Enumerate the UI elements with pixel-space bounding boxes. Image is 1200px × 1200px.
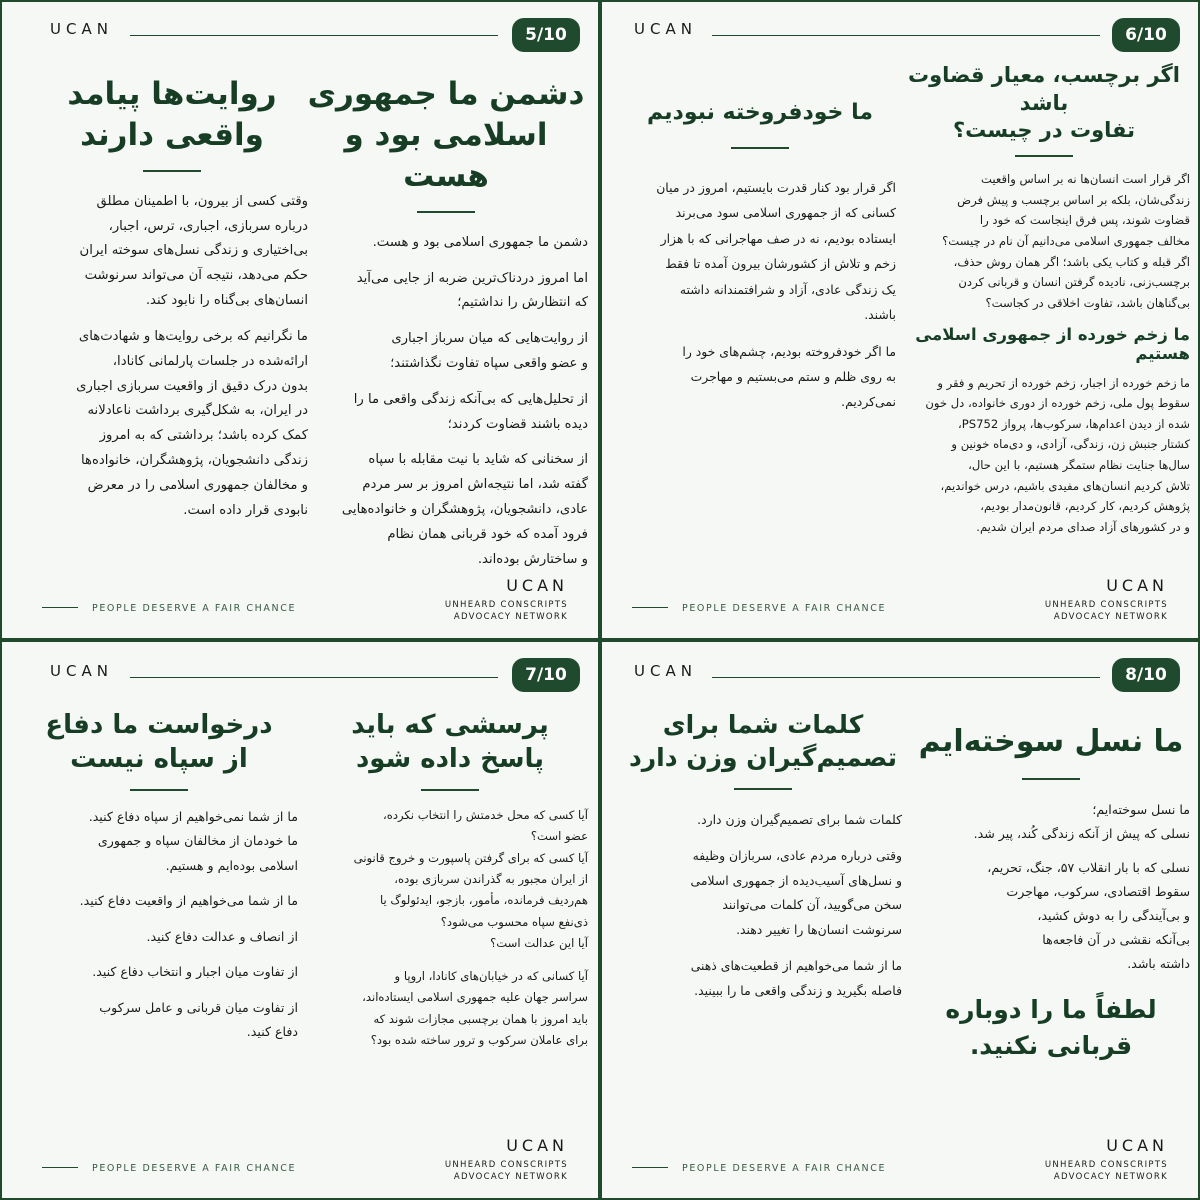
right-body	[304, 231, 588, 573]
paragraph: از تحلیل‌هایی که بی‌آنکه زندگی واقعی ما را دیده باشند قضاوت کردند؛	[353, 391, 588, 432]
paragraph: نسلی که با بار انقلاب ۵۷، جنگ، تحریم، سقوط اقتصادی، سرکوب، مهاجرت و بی‌آیندگی را به دوش کشید، بی‌آنکه نقشی در آن فاجعه‌ها داشته باشد.	[987, 860, 1190, 972]
left-column	[624, 708, 902, 1015]
right-body-2	[898, 373, 1190, 538]
heading-divider	[143, 170, 201, 172]
right-subheading: ما زخم خورده از جمهوری اسلامی هستیم	[915, 324, 1190, 363]
slide-7	[0, 640, 600, 1200]
slide-8	[600, 640, 1200, 1200]
paragraph: وقتی درباره مردم عادی، سربازان وظیفه و نسل‌های آسیب‌دیده از جمهوری اسلامی سخن می‌گویید، آن کلمات می‌توانند سرنوشت انسان‌ها را تغییر دهند.	[690, 847, 902, 938]
paragraph: ما نگرانیم که برخی روایت‌ها و شهادت‌های ارائه‌شده در جلسات پارلمانی کانادا، بدون درک دقیق از واقعیت سربازی اجباری در ایران، به شکل‌گیری برداشت ناعادلانه کمک کرده باشد؛ برداشتی که به امروز زندگی دانشجویان، پژوهشگران، خانواده‌ها و مخالفان جمهوری اسلامی را در معرض نابودی قرار داده است.	[76, 328, 308, 518]
paragraph: آیا کسانی که در خیابان‌های کانادا، اروپا و سراسر جهان علیه جمهوری اسلامی ایستاده‌اند، باید امروز با همان برچسبی مجازات شوند که برای عاملان سرکوب و ترور ساخته شده بود؟	[362, 968, 588, 1047]
right-column	[898, 62, 1190, 549]
right-column	[304, 74, 588, 583]
page-badge: 5/10	[512, 18, 580, 52]
slide-5	[0, 0, 600, 640]
footer-brand-name: UCAN	[506, 1135, 568, 1155]
heading-divider	[734, 788, 792, 790]
paragraph: از تفاوت میان قربانی و عامل سرکوب دفاع کنید.	[99, 999, 298, 1040]
left-heading: کلمات شما برای تصمیم‌گیران وزن دارد	[628, 710, 898, 772]
slide-6	[600, 0, 1200, 640]
footer-tagline: PEOPLE DESERVE A FAIR CHANCE	[682, 1163, 887, 1174]
paragraph: ما زخم خورده از اجبار، زخم خورده از تحریم و فقر و سقوط پول ملی، زخم خورده از دوری خانواده، دل خون شده از دیدن اعدام‌ها، سرکوب‌ها، پرواز PS752، کشتار جنبش زن، زندگی، آزادی، و دی‌ماه خونین و سال‌ها جنایت نظام ستمگر هستیم، با این حال، تلاش کردیم انسان‌های مفیدی باشیم، درس خواندیم، پژوهش کردیم، کار کردیم، قانون‌مدار بودیم، و در کشورهای آزاد صدای مردم ایران شدیم.	[925, 375, 1190, 534]
paragraph: ما اگر خودفروخته بودیم، چشم‌های خود را به روی ظلم و ستم می‌بستیم و مهاجرت نمی‌کردیم.	[682, 343, 896, 410]
right-body	[912, 798, 1190, 976]
paragraph: وقتی کسی از بیرون، با اطمینان مطلق درباره سربازی، اجباری، ترس، اجبار، بی‌اختیاری و زندگی نسل‌های سوخته ایران حکم می‌دهد، نتیجه آن می‌تواند سرنوشت انسان‌های بی‌گناه را نابود کند.	[79, 193, 308, 309]
page-badge: 7/10	[512, 658, 580, 692]
brand-top: UCAN	[50, 20, 113, 38]
paragraph: ما از شما نمی‌خواهیم از سپاه دفاع کنید. ما خودمان از مخالفان سپاه و جمهوری اسلامی بوده‌ایم و هستیم.	[88, 808, 298, 873]
footer-brand-line1: UNHEARD CONSCRIPTS	[444, 1159, 568, 1170]
paragraph: کلمات شما برای تصمیم‌گیران وزن دارد.	[697, 812, 902, 827]
footer-brand-line1: UNHEARD CONSCRIPTS	[1044, 1159, 1168, 1170]
top-rule	[712, 677, 1100, 678]
paragraph: اگر قرار است انسان‌ها نه بر اساس واقعیت زندگی‌شان، بلکه بر اساس برچسب و پیش فرض قضاوت شوند، پس فرق اینجاست که خود را مخالف جمهوری اسلامی می‌دانیم آن نام در چیست؟ اگر قبله و کتاب یکی باشد؛ اگر همان روش حذف، برچسب‌زنی، نادیده گرفتن انسان و قربانی کردن بی‌گناهان باشد، تفاوت اخلاقی در کجاست؟	[942, 172, 1190, 310]
paragraph: اگر قرار بود کنار قدرت بایستیم، امروز در میان کسانی که از جمهوری اسلامی سود می‌برند ایستاده بودیم، نه در صف مهاجرانی که با هزار زخم و تلاش از کشورشان بیرون آمده تا فقط یک زندگی عادی، آزاد و شرافتمندانه داشته باشند.	[656, 180, 896, 323]
right-heading: دشمن ما جمهوری اسلامی بود و هست	[307, 76, 585, 194]
heading-divider	[1015, 155, 1073, 157]
top-rule	[130, 677, 498, 678]
paragraph: ما از شما می‌خواهیم از واقعیت دفاع کنید.	[79, 893, 298, 909]
paragraph: از تفاوت میان اجبار و انتخاب دفاع کنید.	[92, 964, 298, 980]
footer-brand	[1045, 1136, 1168, 1185]
left-column	[20, 708, 298, 1056]
footer-brand-line2: ADVOCACY NETWORK	[1053, 612, 1168, 623]
paragraph: از سخنانی که شاید با نیت مقابله با سپاه گفته شد، اما نتیجه‌اش امروز بر سر مردم عادی، دانشجویان، پژوهشگران و خانواده‌هایی فرود آمده که خود قربانی همان نظام و ساختارش بوده‌اند.	[341, 452, 588, 567]
footer-tagline: PEOPLE DESERVE A FAIR CHANCE	[682, 603, 887, 614]
heading-divider	[731, 147, 789, 149]
footer-rule	[42, 1167, 78, 1168]
footer-brand-name: UCAN	[506, 575, 568, 595]
right-column	[912, 722, 1190, 1065]
left-body	[20, 805, 298, 1045]
page-badge: 6/10	[1112, 18, 1180, 52]
paragraph: از روایت‌هایی که میان سرباز اجباری و عضو واقعی سپاه تفاوت نگذاشتند؛	[390, 331, 588, 371]
paragraph: دشمن ما جمهوری اسلامی بود و هست.	[372, 234, 588, 250]
paragraph: ما نسل سوخته‌ایم؛ نسلی که پیش از آنکه زندگی کُند، پیر شد.	[973, 801, 1190, 841]
footer-brand-line2: ADVOCACY NETWORK	[1053, 1172, 1168, 1183]
left-column	[624, 98, 896, 426]
brand-top: UCAN	[50, 662, 113, 680]
footer-rule	[632, 1167, 668, 1168]
right-heading: اگر برچسب، معیار قضاوت باشد تفاوت در چیست؟	[908, 63, 1180, 143]
page-badge: 8/10	[1112, 658, 1180, 692]
heading-divider	[421, 789, 479, 791]
left-heading: درخواست ما دفاع از سپاه نیست	[45, 710, 273, 775]
heading-divider	[417, 211, 475, 213]
top-rule	[712, 35, 1100, 36]
brand-top: UCAN	[634, 20, 697, 38]
footer-brand	[1045, 576, 1168, 625]
right-body	[312, 805, 588, 1052]
footer-rule	[42, 607, 78, 608]
footer-tagline: PEOPLE DESERVE A FAIR CHANCE	[92, 603, 297, 614]
right-body	[898, 169, 1190, 313]
right-heading: پرسشی که باید پاسخ داده شود	[351, 710, 549, 775]
footer-brand-name: UCAN	[1106, 1135, 1168, 1155]
footer-brand-name: UCAN	[1106, 575, 1168, 595]
brand-top: UCAN	[634, 662, 697, 680]
left-body	[624, 808, 902, 1004]
footer-brand-line1: UNHEARD CONSCRIPTS	[444, 599, 568, 610]
left-heading: ما خودفروخته نبودیم	[647, 100, 873, 125]
paragraph: آیا کسی که محل خدمتش را انتخاب نکرده، عضو است؟ آیا کسی که برای گرفتن پاسپورت و خروج قانونی از ایران مجبور به گذراندن سربازی بوده، هم‌ردیف فرمانده، مأمور، بازجو، ایدئولوگ یا ذی‌نفع سپاه محسوب می‌شود؟ آیا این عدالت است؟	[353, 807, 588, 951]
footer-rule	[632, 607, 668, 608]
closing-appeal: لطفاً ما را دوباره قربانی نکنید.	[945, 995, 1157, 1061]
left-body	[624, 175, 896, 415]
left-heading: روایت‌ها پیامد واقعی دارند	[67, 76, 277, 153]
heading-divider	[130, 789, 188, 791]
footer-brand-line1: UNHEARD CONSCRIPTS	[1044, 599, 1168, 610]
paragraph: ما از شما می‌خواهیم از قطعیت‌های ذهنی فاصله بگیرید و زندگی واقعی ما را ببینید.	[690, 958, 902, 998]
footer-brand-line2: ADVOCACY NETWORK	[453, 612, 568, 623]
footer-brand	[445, 576, 568, 625]
heading-divider	[1022, 778, 1080, 780]
footer-brand	[445, 1136, 568, 1185]
right-column	[312, 708, 588, 1062]
footer-brand-line2: ADVOCACY NETWORK	[453, 1172, 568, 1183]
footer-tagline: PEOPLE DESERVE A FAIR CHANCE	[92, 1163, 297, 1174]
paragraph: از انصاف و عدالت دفاع کنید.	[146, 928, 298, 944]
left-column	[36, 74, 308, 534]
paragraph: اما امروز دردناک‌ترین ضربه از جایی می‌آید که انتظارش را نداشتیم؛	[356, 270, 588, 311]
top-rule	[130, 35, 498, 36]
left-body	[36, 190, 308, 524]
right-heading: ما نسل سوخته‌ایم	[918, 724, 1184, 759]
